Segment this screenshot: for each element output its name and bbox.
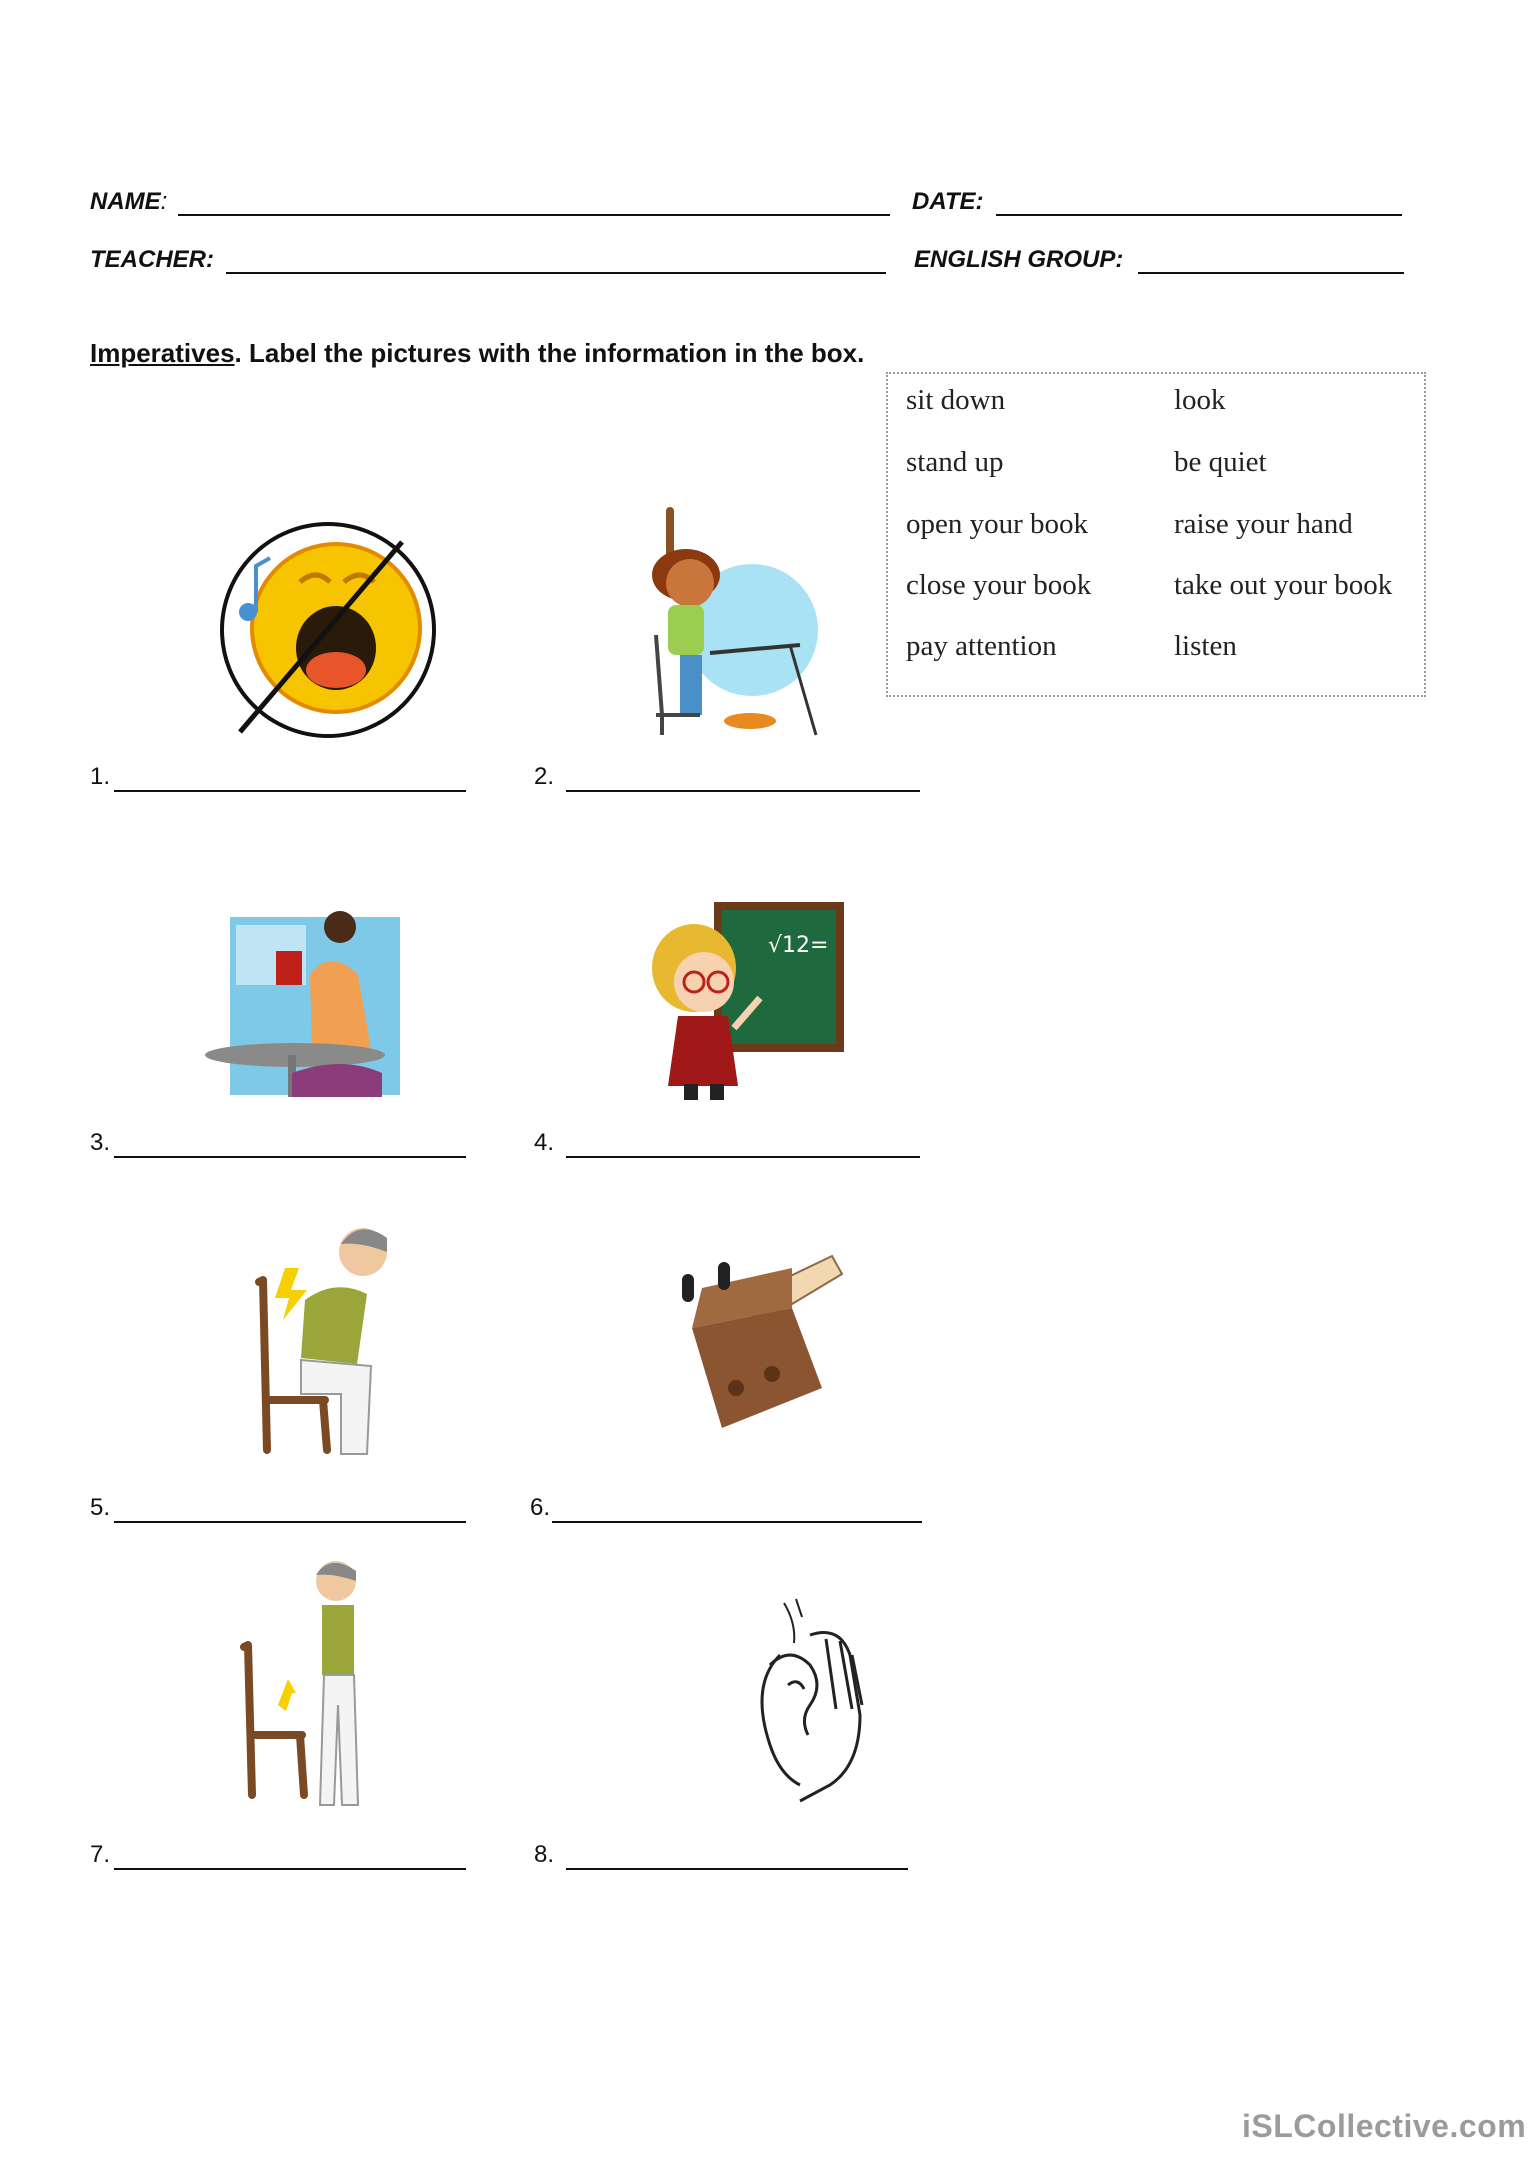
- sit-down-icon: [245, 1220, 410, 1460]
- name-label: NAME:: [90, 188, 168, 215]
- answer-line-5[interactable]: [114, 1521, 466, 1523]
- word-item: listen: [1174, 630, 1237, 662]
- english-group-label: ENGLISH GROUP:: [914, 246, 1124, 273]
- answer-line-7[interactable]: [114, 1868, 466, 1870]
- word-item: pay attention: [906, 630, 1057, 662]
- instruction-text: Imperatives. Label the pictures with the information in the box.: [90, 338, 865, 368]
- take-out-book-icon: [672, 1238, 852, 1443]
- word-item: look: [1174, 384, 1226, 416]
- answer-line-1[interactable]: [114, 790, 466, 792]
- item-number: 1.: [90, 763, 111, 790]
- english-group-field[interactable]: [1138, 272, 1404, 274]
- word-item: raise your hand: [1174, 508, 1353, 540]
- word-item: sit down: [906, 384, 1006, 416]
- item-number: 8.: [534, 1841, 555, 1868]
- instruction-title: Imperatives: [90, 338, 235, 368]
- item-number: 7.: [90, 1841, 111, 1868]
- item-number: 6.: [530, 1494, 551, 1521]
- date-label: DATE:: [912, 188, 984, 215]
- answer-line-3[interactable]: [114, 1156, 466, 1158]
- item-number: 4.: [534, 1129, 555, 1156]
- answer-line-2[interactable]: [566, 790, 920, 792]
- word-item: open your book: [906, 508, 1089, 540]
- word-box: [886, 372, 1426, 697]
- teacher-field[interactable]: [226, 272, 886, 274]
- answer-line-6[interactable]: [552, 1521, 922, 1523]
- raise-hand-icon: [640, 505, 820, 740]
- teacher-blackboard-icon: [650, 898, 850, 1103]
- no-singing-icon: [212, 520, 452, 740]
- word-item: take out your book: [1174, 569, 1393, 601]
- answer-line-8[interactable]: [566, 1868, 908, 1870]
- listen-ear-icon: [740, 1595, 875, 1810]
- item-number: 2.: [534, 763, 555, 790]
- name-field[interactable]: [178, 214, 890, 216]
- word-item: stand up: [906, 446, 1004, 478]
- reading-book-icon: [200, 905, 410, 1100]
- date-field[interactable]: [996, 214, 1402, 216]
- watermark: iSLCollective.com: [1242, 2108, 1527, 2144]
- word-item: close your book: [906, 569, 1092, 601]
- answer-line-4[interactable]: [566, 1156, 920, 1158]
- stand-up-icon: [238, 1555, 388, 1815]
- svg-text:√12=: √12=: [768, 933, 829, 958]
- item-number: 5.: [90, 1494, 111, 1521]
- item-number: 3.: [90, 1129, 111, 1156]
- teacher-label: TEACHER:: [90, 246, 214, 273]
- word-item: be quiet: [1174, 446, 1267, 478]
